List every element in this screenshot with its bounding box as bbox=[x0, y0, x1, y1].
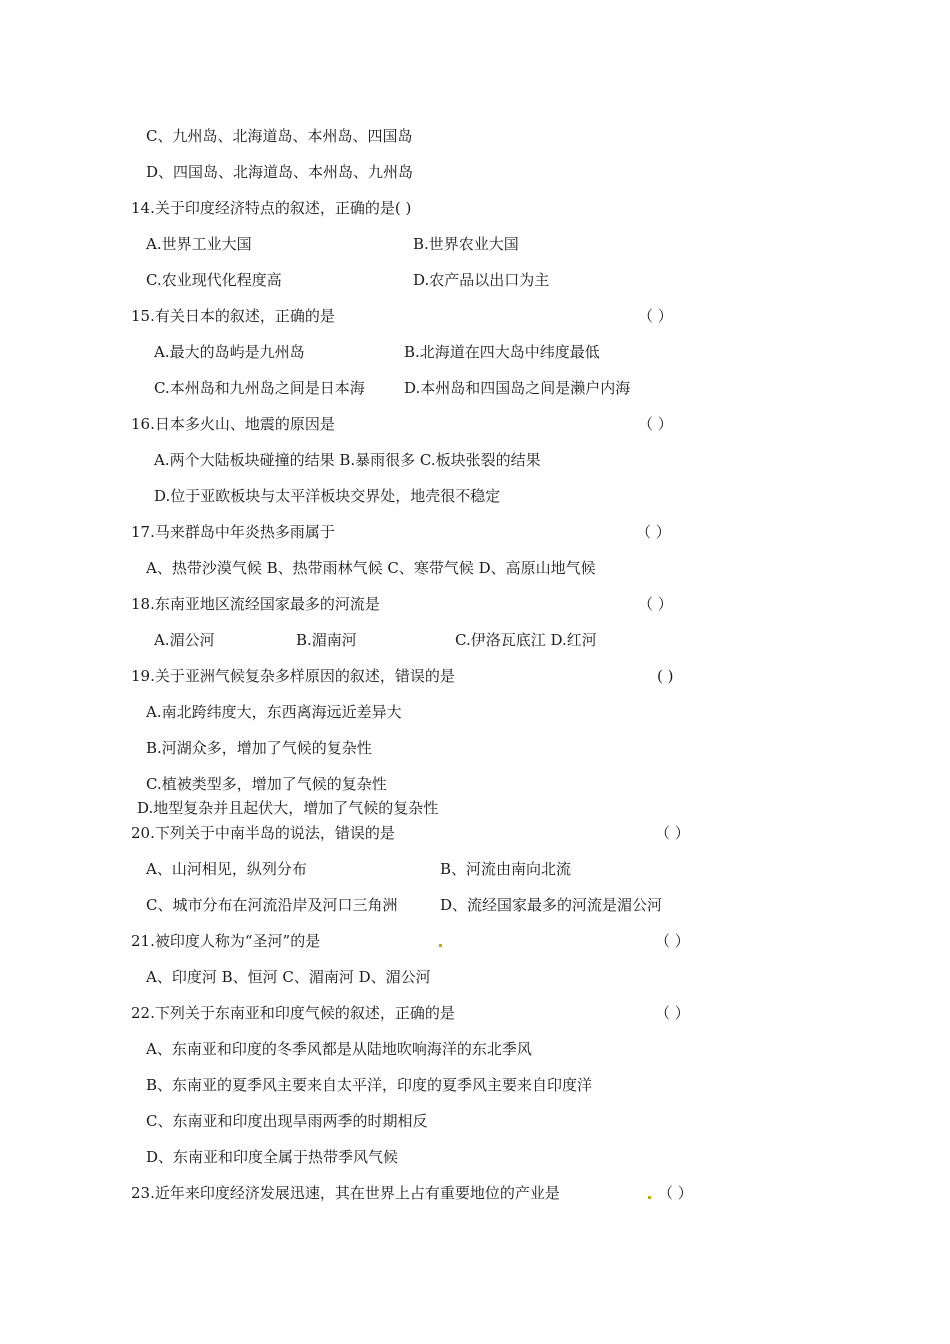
q22-option-a: A、东南亚和印度的冬季风都是从陆地吹响海洋的东北季风 bbox=[146, 1040, 532, 1058]
q19-option-d: D.地型复杂并且起伏大，增加了气候的复杂性 bbox=[137, 799, 439, 817]
q18-option-a: A.湄公河 bbox=[154, 631, 215, 649]
q20-answer-blank: （ ） bbox=[655, 824, 690, 842]
stray-dot-mark bbox=[439, 944, 442, 947]
q20-stem: 20.下列关于中南半岛的说法，错误的是 bbox=[131, 824, 395, 842]
q22-option-b: B、东南亚的夏季风主要来自太平洋，印度的夏季风主要来自印度洋 bbox=[146, 1076, 593, 1094]
q16-option-d: D.位于亚欧板块与太平洋板块交界处，地壳很不稳定 bbox=[154, 487, 501, 505]
q16-options-abc: A.两个大陆板块碰撞的结果 B.暴雨很多 C.板块张裂的结果 bbox=[154, 451, 541, 469]
q15-option-d: D.本州岛和四国岛之间是濑户内海 bbox=[404, 379, 631, 397]
q23-stem: 23.近年来印度经济发展迅速，其在世界上占有重要地位的产业是 bbox=[131, 1184, 560, 1202]
q19-option-a: A.南北跨纬度大，东西离海远近差异大 bbox=[146, 703, 402, 721]
q17-stem: 17.马来群岛中年炎热多雨属于 bbox=[131, 523, 335, 541]
q18-option-b: B.湄南河 bbox=[296, 631, 357, 649]
q13-option-c: C、九州岛、北海道岛、本州岛、四国岛 bbox=[146, 127, 413, 145]
q22-option-c: C、东南亚和印度出现旱雨两季的时期相反 bbox=[146, 1112, 428, 1130]
q15-option-c: C.本州岛和九州岛之间是日本海 bbox=[154, 379, 365, 397]
q14-option-c: C.农业现代化程度高 bbox=[146, 271, 282, 289]
q16-answer-blank: （ ） bbox=[638, 415, 673, 433]
q15-answer-blank: （ ） bbox=[638, 307, 673, 325]
q16-stem: 16.日本多火山、地震的原因是 bbox=[131, 415, 335, 433]
q14-stem: 14.关于印度经济特点的叙述，正确的是( ) bbox=[131, 199, 412, 217]
q19-option-b: B.河湖众多，增加了气候的复杂性 bbox=[146, 739, 372, 757]
q21-options: A、印度河 B、恒河 C、湄南河 D、湄公河 bbox=[146, 968, 431, 986]
q22-option-d: D、东南亚和印度全属于热带季风气候 bbox=[146, 1148, 399, 1166]
q20-option-d: D、流经国家最多的河流是湄公河 bbox=[440, 896, 663, 914]
q18-answer-blank: （ ） bbox=[638, 595, 673, 613]
q21-stem: 21.被印度人称为“圣河”的是 bbox=[131, 932, 321, 950]
stray-dot-mark bbox=[648, 1196, 651, 1199]
q14-option-a: A.世界工业大国 bbox=[146, 235, 252, 253]
q20-option-a: A、山河相见，纵列分布 bbox=[146, 860, 307, 878]
q18-options-cd: C.伊洛瓦底江 D.红河 bbox=[455, 631, 597, 649]
q20-option-b: B、河流由南向北流 bbox=[440, 860, 572, 878]
q15-option-b: B.北海道在四大岛中纬度最低 bbox=[404, 343, 600, 361]
q20-option-c: C、城市分布在河流沿岸及河口三角洲 bbox=[146, 896, 398, 914]
q15-stem: 15.有关日本的叙述，正确的是 bbox=[131, 307, 335, 325]
q14-option-b: B.世界农业大国 bbox=[413, 235, 519, 253]
q17-options: A、热带沙漠气候 B、热带雨林气候 C、寒带气候 D、高原山地气候 bbox=[146, 559, 596, 577]
q19-answer-blank: ( ) bbox=[657, 667, 674, 685]
q19-option-c: C.植被类型多，增加了气候的复杂性 bbox=[146, 775, 387, 793]
q13-option-d: D、四国岛、北海道岛、本州岛、九州岛 bbox=[146, 163, 414, 181]
q14-option-d: D.农产品以出口为主 bbox=[413, 271, 550, 289]
q18-stem: 18.东南亚地区流经国家最多的河流是 bbox=[131, 595, 380, 613]
q19-stem: 19.关于亚洲气候复杂多样原因的叙述，错误的是 bbox=[131, 667, 455, 685]
q22-answer-blank: （ ） bbox=[655, 1004, 690, 1022]
q22-stem: 22.下列关于东南亚和印度气候的叙述，正确的是 bbox=[131, 1004, 455, 1022]
q17-answer-blank: （ ） bbox=[636, 523, 671, 541]
q15-option-a: A.最大的岛屿是九州岛 bbox=[154, 343, 305, 361]
q23-answer-blank: （ ） bbox=[658, 1184, 693, 1202]
q21-answer-blank: （ ） bbox=[655, 932, 690, 950]
